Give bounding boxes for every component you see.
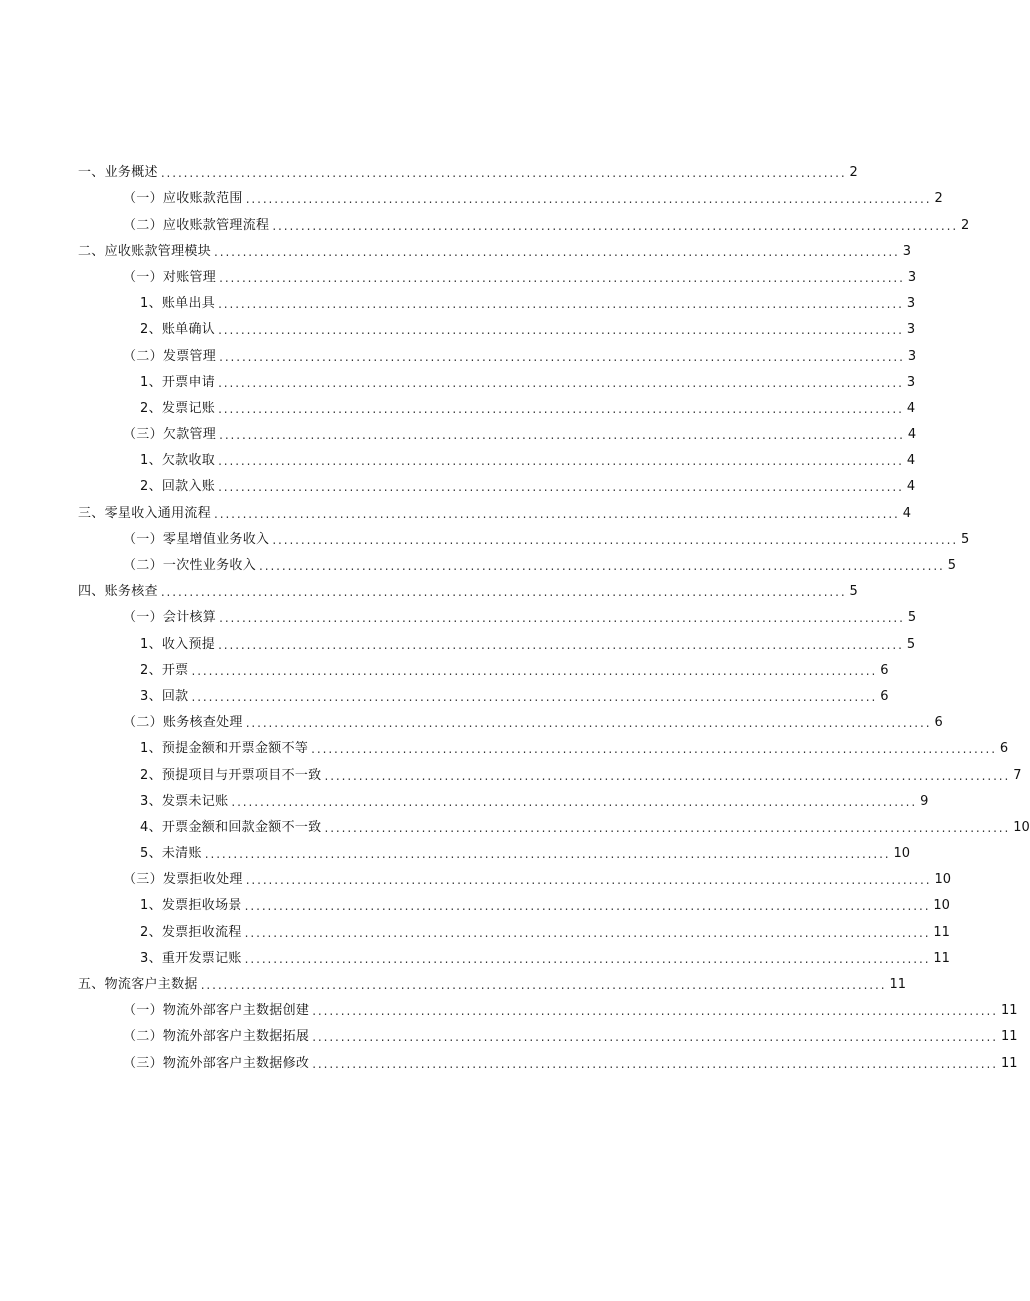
toc-entry-title: 2、发票记账 [140, 400, 216, 416]
toc-entry[interactable] [78, 914, 950, 940]
toc-entry-title: 3、重开发票记账 [140, 950, 242, 966]
toc-entry[interactable] [78, 679, 889, 705]
toc-entry-page-number: 4 [902, 505, 912, 521]
toc-entry[interactable] [78, 469, 916, 495]
toc-entry[interactable] [78, 993, 1018, 1019]
toc-entry-page-number: 11 [933, 950, 950, 966]
toc-entry-title: （二）一次性业务收入 [123, 558, 257, 573]
toc-entry-page-number: 4 [907, 427, 917, 443]
toc-entry[interactable] [78, 522, 970, 548]
toc-entry[interactable] [78, 312, 916, 338]
toc-entry[interactable] [78, 967, 906, 993]
toc-dot-leader: ........................................................................................................................ [324, 820, 1011, 835]
toc-entry-page-number: 11 [889, 977, 906, 992]
toc-entry-title: （三）发票拒收处理 [123, 872, 243, 888]
toc-entry[interactable] [78, 705, 943, 731]
toc-entry-page-number: 6 [934, 715, 943, 731]
toc-entry-title: 三、零星收入通用流程 [78, 505, 212, 521]
table-of-contents [78, 155, 1030, 1072]
toc-entry-title: （三）物流外部客户主数据修改 [123, 1055, 310, 1071]
toc-dot-leader: ........................................................................................................................ [245, 873, 932, 888]
toc-dot-leader: ........................................................................................................................ [312, 1056, 998, 1071]
toc-entry[interactable] [78, 443, 916, 469]
toc-entry-title: （二）发票管理 [123, 348, 217, 364]
toc-entry-title: 1、发票拒收场景 [140, 898, 242, 914]
toc-entry[interactable] [78, 600, 917, 626]
toc-entry[interactable] [78, 365, 916, 391]
toc-dot-leader: ........................................................................................................................ [244, 925, 931, 940]
toc-entry-page-number: 3 [906, 322, 916, 338]
toc-entry-page-number: 4 [906, 400, 916, 416]
toc-entry[interactable] [78, 574, 858, 600]
toc-entry-page-number: 6 [880, 688, 889, 704]
toc-dot-leader: ........................................................................................................................ [214, 244, 900, 259]
toc-entry-title: 2、开票 [140, 662, 189, 678]
toc-entry-title: 五、物流客户主数据 [78, 977, 198, 992]
toc-entry-page-number: 5 [906, 636, 916, 652]
toc-dot-leader: ........................................................................................................................ [245, 716, 932, 731]
toc-dot-leader: ........................................................................................................................ [312, 1030, 998, 1045]
toc-entry-page-number: 3 [906, 374, 916, 390]
toc-dot-leader: ........................................................................................................................ [219, 611, 905, 626]
toc-entry-title: （二）应收账款管理流程 [123, 217, 270, 233]
toc-entry-page-number: 11 [1000, 1029, 1018, 1045]
toc-dot-leader: ........................................................................................................................ [200, 978, 887, 992]
toc-entry-title: 4、开票金额和回款金额不一致 [140, 819, 322, 835]
toc-entry-title: 2、回款入账 [140, 479, 216, 495]
toc-entry-title: （三）欠款管理 [123, 427, 217, 443]
toc-entry[interactable] [78, 862, 951, 888]
toc-entry[interactable] [78, 155, 858, 181]
toc-dot-leader: ........................................................................................................................ [324, 768, 1011, 783]
toc-entry-page-number: 5 [907, 610, 917, 626]
toc-entry-title: 一、业务概述 [78, 165, 158, 181]
toc-dot-leader: ........................................................................................................................ [219, 349, 905, 364]
toc-entry-title: 1、收入预提 [140, 636, 216, 652]
toc-entry[interactable] [78, 626, 916, 652]
toc-entry[interactable] [78, 757, 1022, 783]
toc-entry-page-number: 10 [933, 898, 950, 914]
toc-entry-page-number: 2 [849, 165, 858, 181]
toc-entry-title: 2、账单确认 [140, 322, 216, 338]
toc-entry-title: 5、未清账 [140, 846, 202, 862]
toc-dot-leader: ........................................................................................................................ [312, 1004, 998, 1019]
toc-dot-leader: ........................................................................................................................ [218, 297, 904, 312]
toc-dot-leader: ........................................................................................................................ [244, 951, 931, 966]
toc-entry[interactable] [78, 731, 1009, 757]
toc-dot-leader: ........................................................................................................................ [245, 192, 932, 207]
toc-entry-page-number: 3 [906, 296, 916, 312]
toc-entry-page-number: 2 [934, 191, 943, 207]
toc-entry-page-number: 5 [947, 558, 957, 573]
toc-dot-leader: ........................................................................................................................ [218, 454, 904, 469]
toc-entry-page-number: 10 [893, 846, 911, 862]
toc-dot-leader: ........................................................................................................................ [191, 663, 878, 678]
toc-entry-title: 1、预提金额和开票金额不等 [140, 741, 309, 757]
toc-entry-title: （二）账务核查处理 [123, 715, 243, 731]
toc-entry-title: 1、欠款收取 [140, 453, 216, 469]
toc-entry-page-number: 11 [1000, 1003, 1018, 1019]
toc-entry-page-number: 11 [1000, 1055, 1018, 1071]
toc-dot-leader: ........................................................................................................................ [191, 689, 878, 704]
toc-entry-page-number: 6 [999, 741, 1009, 757]
toc-entry[interactable] [78, 836, 911, 862]
toc-dot-leader: ........................................................................................................................ [218, 323, 904, 338]
toc-dot-leader: ........................................................................................................................ [259, 559, 945, 573]
toc-entry[interactable] [78, 495, 912, 521]
toc-entry-page-number: 5 [961, 531, 970, 547]
toc-entry-page-number: 3 [907, 269, 917, 285]
toc-entry-page-number: 7 [1013, 767, 1022, 783]
toc-entry-page-number: 10 [1013, 819, 1030, 835]
toc-entry-page-number: 3 [907, 348, 917, 364]
toc-entry-title: 2、预提项目与开票项目不一致 [140, 767, 322, 783]
toc-entry-title: 3、发票未记账 [140, 793, 229, 809]
toc-entry-title: （一）零星增值业务收入 [123, 531, 270, 547]
toc-entry-page-number: 5 [849, 584, 858, 600]
toc-entry-title: 二、应收账款管理模块 [78, 243, 212, 259]
toc-entry-title: 1、账单出具 [140, 296, 216, 312]
toc-entry-page-number: 11 [933, 924, 950, 940]
toc-entry-title: （一）对账管理 [123, 269, 217, 285]
toc-entry-page-number: 9 [920, 793, 929, 809]
toc-entry[interactable] [78, 941, 950, 967]
toc-entry[interactable] [78, 207, 970, 233]
toc-entry[interactable] [78, 784, 929, 810]
toc-entry-title: 2、发票拒收流程 [140, 924, 242, 940]
toc-dot-leader: ........................................................................................................................ [219, 428, 905, 443]
toc-entry[interactable] [78, 1019, 1018, 1045]
toc-entry[interactable] [78, 417, 917, 443]
toc-dot-leader: ........................................................................................................................ [231, 794, 918, 809]
toc-dot-leader: ........................................................................................................................ [311, 742, 997, 757]
toc-entry-title: （一）物流外部客户主数据创建 [123, 1003, 310, 1019]
toc-entry-page-number: 2 [961, 217, 970, 233]
toc-dot-leader: ........................................................................................................................ [218, 375, 904, 390]
toc-dot-leader: ........................................................................................................................ [218, 480, 904, 495]
toc-entry-title: （一）会计核算 [123, 610, 217, 626]
toc-entry-title: 3、回款 [140, 688, 189, 704]
toc-entry[interactable] [78, 391, 916, 417]
toc-dot-leader: ........................................................................................................................ [214, 506, 900, 521]
toc-dot-leader: ........................................................................................................................ [218, 637, 904, 652]
toc-entry-title: 四、账务核查 [78, 584, 158, 600]
toc-entry[interactable] [78, 181, 943, 207]
toc-entry-title: （一）应收账款范围 [123, 191, 243, 207]
toc-entry-page-number: 4 [906, 453, 916, 469]
toc-dot-leader: ........................................................................................................................ [272, 532, 959, 547]
toc-entry-page-number: 3 [902, 243, 912, 259]
toc-entry-page-number: 10 [934, 872, 951, 888]
toc-entry[interactable] [78, 653, 889, 679]
toc-entry[interactable] [78, 888, 950, 914]
toc-dot-leader: ........................................................................................................................ [218, 401, 904, 416]
toc-entry-page-number: 6 [880, 662, 889, 678]
toc-entry-title: 1、开票申请 [140, 374, 216, 390]
toc-dot-leader: ........................................................................................................................ [244, 899, 931, 914]
toc-dot-leader: ........................................................................................................................ [272, 218, 959, 233]
toc-entry[interactable] [78, 260, 917, 286]
toc-entry[interactable] [78, 1045, 1018, 1071]
toc-entry-title: （二）物流外部客户主数据拓展 [123, 1029, 310, 1045]
toc-dot-leader: ........................................................................................................................ [160, 585, 847, 600]
toc-entry[interactable] [78, 810, 1030, 836]
toc-entry[interactable] [78, 548, 957, 574]
toc-entry[interactable] [78, 338, 917, 364]
toc-entry[interactable] [78, 286, 916, 312]
toc-dot-leader: ........................................................................................................................ [219, 270, 905, 285]
toc-dot-leader: ........................................................................................................................ [160, 166, 847, 181]
toc-entry-page-number: 4 [906, 479, 916, 495]
toc-dot-leader: ........................................................................................................................ [204, 847, 891, 862]
toc-entry[interactable] [78, 234, 912, 260]
